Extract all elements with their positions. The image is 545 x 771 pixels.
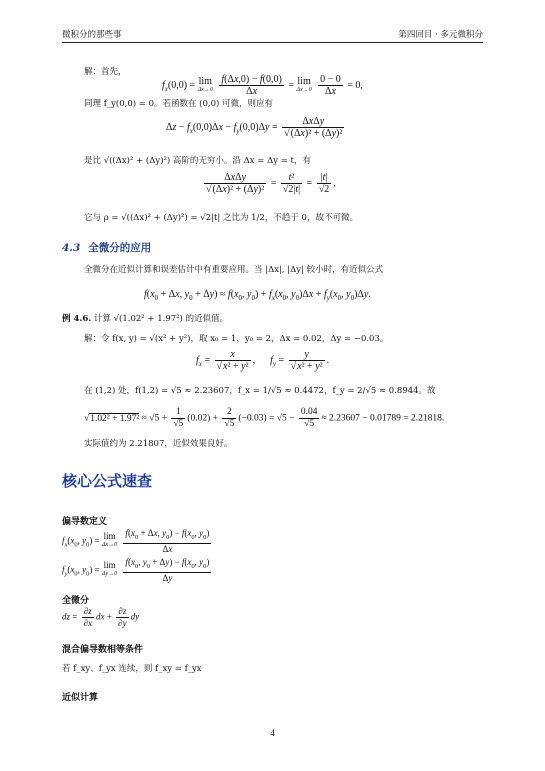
eq-fx-origin: $f_x(0,0) = \lim$ Δx→0 $\frac{f(\Delta x,0) - f(0,0)}{\Delta x}$ = lim Δx→0 $\frac{0 - 0}{\Delta x}$ = 0,	[162, 74, 363, 97]
solution-intro: 解：首先，	[84, 67, 127, 77]
example-actual: 实际值约为 2.21807，近似效果良好。	[84, 439, 233, 449]
approx-title: 近似计算	[62, 693, 99, 703]
example-label: 例 4.6.	[62, 314, 92, 324]
example-values-line: 在 (1,2) 处，f(1,2) = √5 ≈ 2.23607，f_x = 1/√5 ≈ 0.4472，f_y = 2/√5 ≈ 0.8944。故	[84, 386, 436, 396]
section-title: 全微分的应用	[88, 242, 152, 254]
header-rule	[62, 42, 483, 43]
header-right: 第四回目 · 多元微积分	[398, 30, 483, 40]
running-header	[62, 28, 483, 42]
fy-definition: $f_y(x_0$, $y_0) = \lim$ Δy→0 $\frac{f(x_0, y_0 + \Delta y) - f(x_0, y_0)}{\Delta y}$	[62, 557, 210, 583]
same-fy-text: 同理 f_y(0,0) = 0。若函数在 (0,0) 可微，则应有	[84, 99, 274, 109]
summary-title: 核心公式速查	[62, 472, 153, 490]
higher-order-text: 是比 √((Δx)² + (Δy)²) 高阶的无穷小。沿 Δx = Δy = t，有	[84, 156, 311, 166]
header-left: 微积分的那些事	[62, 30, 122, 40]
section-number: 4.3	[62, 242, 81, 254]
ratio-text: 它与 ρ = √((Δx)² + (Δy)²) = √2|t| 之比为 1/2，不趋于 0，故不可微。	[84, 213, 358, 223]
approx-formula: $f(x_0 + \Delta x$, $y_0 + \Delta y) \approx f(x_0$, $y_0) + f_x(x_0$, $y_0)\Delta x + f_y(x_0$, $y_0)\Delta y$.	[144, 289, 371, 302]
example-partials: $f_x$ = $\frac{x}{\text{√x² + y²}}$ , $f_y$ = $\frac{y}{\text{√x² + y²}}$ .	[196, 349, 330, 372]
total-diff-title: 全微分	[62, 596, 90, 606]
eq-path: $\frac{\text{ΔxΔy}}{\text{√(Δx)² + (Δy)²}}$ = $\frac{\text{t²}}{√2|t|}$ = $\frac{|t|}{√2}$ ,	[206, 172, 336, 195]
eq-diff-increment: $\Delta z - f_x(0,0)\Delta x - f_y(0,0)\Delta y$ = $\frac{\text{ΔxΔy}}{\text{√(Δx)² + (Δy)²}}$	[166, 116, 343, 139]
fx-definition: $f_x(x_0$, $y_0) = \lim$ Δx→0 $\frac{f(x_0 + \Delta x, y_0) - f(x_0, y_0)}{\Delta x}$	[62, 528, 210, 554]
mixed-text: 若 f_xy、f_yx 连续，则 f_xy = f_yx	[62, 664, 202, 674]
total-diff-formula: dz = $\frac{\partial z}{\partial x}$ dx + $\frac{\partial z}{\partial y}$ dy	[62, 606, 140, 628]
example-line	[62, 313, 228, 325]
page-number: 4	[270, 728, 275, 738]
mixed-title: 混合偏导数相等条件	[62, 645, 144, 655]
example-approx-line: √1.02² + 1.97² ≈ √5 + $\frac{1}{√5}$ (0.02) + $\frac{2}{√5}$ (−0.03) = √5 − $\frac{0.04}{√5}$ ≈ 2.23607 − 0.01789 = 2.21818.	[84, 407, 445, 429]
partial-def-title: 偏导数定义	[62, 517, 108, 527]
section-body: 全微分在近似计算和误差估计中有重要应用。当 |Δx|, |Δy| 较小时，有近似公式	[84, 265, 384, 275]
section-heading	[62, 240, 151, 255]
example-solution-line: 解：令 f(x, y) = √(x² + y²)，取 x₀ = 1，y₀ = 2，Δx = 0.02，Δy = −0.03。	[84, 334, 389, 344]
example-statement: 计算 √(1.02² + 1.97²) 的近似值。	[93, 314, 229, 324]
